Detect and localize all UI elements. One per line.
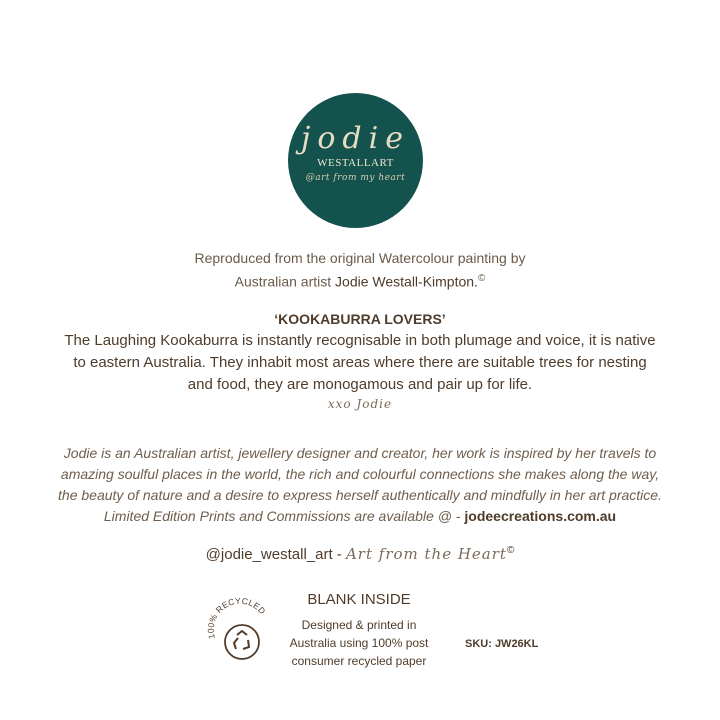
footer-line-3: consumer recycled paper	[291, 654, 427, 668]
story-signoff: xxo Jodie	[327, 397, 393, 411]
copyright-mark: ©	[477, 273, 486, 284]
story-line-1: The Laughing Kookaburra is instantly recognisable in both plumage and voice, it is native	[64, 332, 656, 349]
website-link[interactable]: jodeecreations.com.au	[464, 508, 617, 524]
bio-line-4	[0, 506, 720, 527]
logo-tagline: @art from my heart	[305, 173, 406, 183]
art-from-the-heart-script: Art from the Heart	[345, 545, 507, 563]
social-copyright: ©	[506, 545, 515, 556]
sku-code: SKU: JW26KL	[465, 638, 539, 650]
bio-line-3: the beauty of nature and a desire to express herself authentically and mindfully in her art practice.	[58, 487, 662, 503]
blank-inside-label: BLANK INSIDE	[307, 591, 411, 608]
brand-logo	[288, 93, 423, 228]
bio-line-2: amazing soulful places in the world, the rich and colourful connections she makes along the way,	[60, 466, 660, 482]
footer-info	[279, 590, 439, 670]
recycled-badge-text: 100% RECYCLED	[205, 598, 268, 640]
artist-name: Jodie Westall-Kimpton.	[335, 273, 478, 290]
story-title: ‘KOOKABURRA LOVERS’	[274, 311, 446, 327]
footer-line-1: Designed & printed in	[301, 618, 417, 632]
logo-brand-name: WESTALLART	[317, 157, 394, 169]
bio-line-1: Jodie is an Australian artist, jewellery designer and creator, her work is inspired by her travels to	[63, 445, 657, 461]
story-line-2: to eastern Australia. They inhabit most areas where there are suitable trees for nesting	[73, 354, 647, 371]
credit-line-2	[0, 268, 720, 293]
story-line-3: and food, they are monogamous and pair up for life.	[187, 376, 533, 393]
bio-availability: Limited Edition Prints and Commissions are available @ -	[103, 508, 465, 524]
logo-script-name: jodie	[301, 121, 410, 156]
credit-line-1: Reproduced from the original Watercolour painting by	[194, 250, 526, 266]
recycle-arrows-icon	[234, 631, 249, 649]
footer-line-2: Australia using 100% post	[289, 636, 429, 650]
social-line	[0, 545, 720, 563]
recycled-badge-icon	[205, 598, 275, 668]
instagram-handle[interactable]: @jodie_westall_art -	[205, 546, 342, 563]
credit-prefix: Australian artist	[234, 273, 336, 290]
